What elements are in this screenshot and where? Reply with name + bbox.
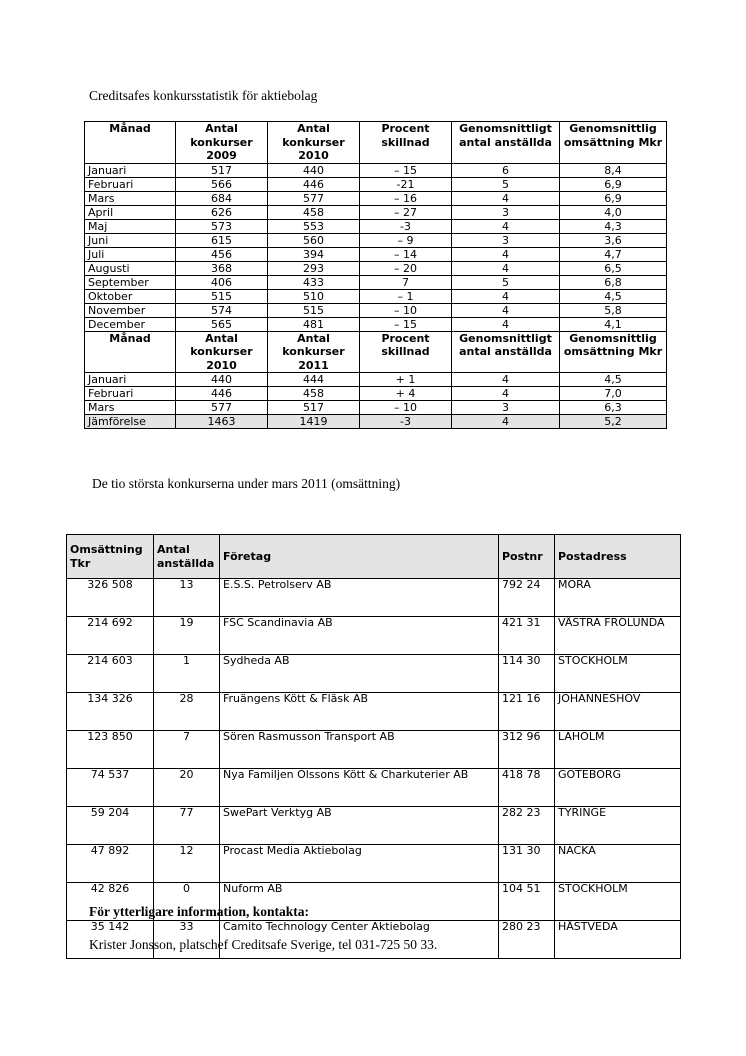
value-cell: 5,8 — [560, 303, 667, 317]
employees-cell: 20 — [154, 769, 220, 807]
value-cell: – 10 — [360, 401, 452, 415]
value-cell: 458 — [268, 387, 360, 401]
value-cell: + 4 — [360, 387, 452, 401]
value-cell: 4,1 — [560, 317, 667, 331]
value-cell: 560 — [268, 233, 360, 247]
value-cell: 4 — [452, 219, 560, 233]
value-cell: 4 — [452, 247, 560, 261]
value-cell: – 15 — [360, 163, 452, 177]
company-cell: Camito Technology Center Aktiebolag — [220, 921, 499, 959]
company-cell: Sören Rasmusson Transport AB — [220, 731, 499, 769]
column-header: Antal konkurser 2009 — [176, 122, 268, 164]
comparison-label: Jämförelse — [85, 415, 176, 429]
value-cell: – 16 — [360, 191, 452, 205]
comparison-value: 1419 — [268, 415, 360, 429]
value-cell: 4 — [452, 387, 560, 401]
table-header-row — [67, 535, 681, 579]
value-cell: 440 — [268, 163, 360, 177]
table-row — [67, 845, 681, 883]
table-row — [85, 191, 667, 205]
value-cell: 517 — [268, 401, 360, 415]
city-cell: MORA — [555, 579, 681, 617]
column-header: Postadress — [555, 535, 681, 579]
turnover-cell: 74 537 — [67, 769, 154, 807]
employees-cell: 19 — [154, 617, 220, 655]
turnover-cell: 59 204 — [67, 807, 154, 845]
turnover-cell: 134 326 — [67, 693, 154, 731]
value-cell: 515 — [268, 303, 360, 317]
month-cell: Juni — [85, 233, 176, 247]
table-row — [67, 693, 681, 731]
column-header: Antal konkurser 2011 — [268, 331, 360, 373]
turnover-cell: 123 850 — [67, 731, 154, 769]
postcode-cell: 104 51 — [499, 883, 555, 921]
comparison-value: 4 — [452, 415, 560, 429]
company-cell: Nuform AB — [220, 883, 499, 921]
contact-info: Krister Jonsson, platschef Creditsafe Sverige, tel 031-725 50 33. — [89, 937, 438, 952]
value-cell: 4 — [452, 261, 560, 275]
value-cell: 5 — [452, 275, 560, 289]
value-cell: 406 — [176, 275, 268, 289]
value-cell: 433 — [268, 275, 360, 289]
value-cell: 565 — [176, 317, 268, 331]
month-cell: Maj — [85, 219, 176, 233]
value-cell: 510 — [268, 289, 360, 303]
value-cell: 3,6 — [560, 233, 667, 247]
value-cell: 7 — [360, 275, 452, 289]
value-cell: – 9 — [360, 233, 452, 247]
month-cell: Januari — [85, 373, 176, 387]
table-row — [85, 317, 667, 331]
value-cell: 6,5 — [560, 261, 667, 275]
top10-bankruptcies-table — [66, 534, 681, 959]
table-row — [67, 769, 681, 807]
value-cell: 444 — [268, 373, 360, 387]
table-row — [85, 275, 667, 289]
value-cell: 7,0 — [560, 387, 667, 401]
column-header: Genomsnittligt antal anställda — [452, 331, 560, 373]
comparison-row — [85, 415, 667, 429]
employees-cell: 1 — [154, 655, 220, 693]
employees-cell: 12 — [154, 845, 220, 883]
column-header: Genomsnittlig omsättning Mkr — [560, 331, 667, 373]
value-cell: + 1 — [360, 373, 452, 387]
month-cell: Mars — [85, 191, 176, 205]
postcode-cell: 121 16 — [499, 693, 555, 731]
month-cell: Augusti — [85, 261, 176, 275]
table-row — [67, 579, 681, 617]
column-header: Företag — [220, 535, 499, 579]
column-header: Månad — [85, 122, 176, 164]
column-header: Månad — [85, 331, 176, 373]
employees-cell: 77 — [154, 807, 220, 845]
value-cell: – 27 — [360, 205, 452, 219]
turnover-cell: 214 692 — [67, 617, 154, 655]
value-cell: 456 — [176, 247, 268, 261]
table-row — [85, 205, 667, 219]
value-cell: 4,5 — [560, 373, 667, 387]
turnover-cell: 42 826 — [67, 883, 154, 921]
month-cell: November — [85, 303, 176, 317]
column-header: Antal konkurser 2010 — [176, 331, 268, 373]
employees-cell: 0 — [154, 883, 220, 921]
table-row — [67, 731, 681, 769]
table-row — [85, 233, 667, 247]
city-cell: TYRINGE — [555, 807, 681, 845]
value-cell: – 15 — [360, 317, 452, 331]
comparison-value: -3 — [360, 415, 452, 429]
value-cell: 8,4 — [560, 163, 667, 177]
company-cell: SwePart Verktyg AB — [220, 807, 499, 845]
postcode-cell: 312 96 — [499, 731, 555, 769]
value-cell: 6,9 — [560, 191, 667, 205]
month-cell: Februari — [85, 387, 176, 401]
company-cell: E.S.S. Petrolserv AB — [220, 579, 499, 617]
postcode-cell: 131 30 — [499, 845, 555, 883]
column-header: Postnr — [499, 535, 555, 579]
company-cell: Fruängens Kött & Fläsk AB — [220, 693, 499, 731]
month-cell: December — [85, 317, 176, 331]
month-cell: September — [85, 275, 176, 289]
value-cell: 4 — [452, 191, 560, 205]
value-cell: 394 — [268, 247, 360, 261]
stats-title: Creditsafes konkursstatistik för aktiebolag — [89, 88, 318, 103]
turnover-cell: 214 603 — [67, 655, 154, 693]
month-cell: Oktober — [85, 289, 176, 303]
turnover-cell: 35 142 — [67, 921, 154, 959]
company-cell: FSC Scandinavia AB — [220, 617, 499, 655]
value-cell: -3 — [360, 219, 452, 233]
table-row — [85, 289, 667, 303]
table-row — [85, 401, 667, 415]
table-row — [85, 219, 667, 233]
value-cell: 446 — [268, 177, 360, 191]
table-row — [85, 373, 667, 387]
month-cell: Mars — [85, 401, 176, 415]
employees-cell: 28 — [154, 693, 220, 731]
value-cell: 6,9 — [560, 177, 667, 191]
city-cell: JOHANNESHOV — [555, 693, 681, 731]
column-header: Procent skillnad — [360, 331, 452, 373]
value-cell: 481 — [268, 317, 360, 331]
company-cell: Procast Media Aktiebolag — [220, 845, 499, 883]
table-row — [67, 617, 681, 655]
table-header-row — [85, 331, 667, 373]
column-header: Procent skillnad — [360, 122, 452, 164]
month-cell: Juli — [85, 247, 176, 261]
value-cell: – 1 — [360, 289, 452, 303]
employees-cell: 13 — [154, 579, 220, 617]
value-cell: 4,7 — [560, 247, 667, 261]
value-cell: 440 — [176, 373, 268, 387]
postcode-cell: 418 78 — [499, 769, 555, 807]
column-header: Genomsnittlig omsättning Mkr — [560, 122, 667, 164]
value-cell: 574 — [176, 303, 268, 317]
value-cell: 515 — [176, 289, 268, 303]
value-cell: 3 — [452, 401, 560, 415]
value-cell: 4 — [452, 373, 560, 387]
value-cell: 446 — [176, 387, 268, 401]
table-row — [67, 655, 681, 693]
value-cell: – 10 — [360, 303, 452, 317]
company-cell: Nya Familjen Olssons Kött & Charkuterier AB — [220, 769, 499, 807]
city-cell: NACKA — [555, 845, 681, 883]
value-cell: 684 — [176, 191, 268, 205]
postcode-cell: 421 31 — [499, 617, 555, 655]
column-header: Antal konkurser 2010 — [268, 122, 360, 164]
value-cell: 368 — [176, 261, 268, 275]
table-row — [85, 303, 667, 317]
table-row — [85, 163, 667, 177]
company-cell: Sydheda AB — [220, 655, 499, 693]
value-cell: 5 — [452, 177, 560, 191]
value-cell: 458 — [268, 205, 360, 219]
value-cell: 566 — [176, 177, 268, 191]
table-row — [85, 247, 667, 261]
table-row — [85, 387, 667, 401]
contact-heading: För ytterligare information, kontakta: — [89, 904, 309, 919]
month-cell: April — [85, 205, 176, 219]
postcode-cell: 280 23 — [499, 921, 555, 959]
value-cell: 293 — [268, 261, 360, 275]
turnover-cell: 326 508 — [67, 579, 154, 617]
value-cell: 517 — [176, 163, 268, 177]
value-cell: – 14 — [360, 247, 452, 261]
value-cell: 6 — [452, 163, 560, 177]
value-cell: 6,3 — [560, 401, 667, 415]
value-cell: 577 — [176, 401, 268, 415]
value-cell: 6,8 — [560, 275, 667, 289]
value-cell: 553 — [268, 219, 360, 233]
comparison-value: 1463 — [176, 415, 268, 429]
table-row — [85, 177, 667, 191]
value-cell: -21 — [360, 177, 452, 191]
top10-title: De tio största konkurserna under mars 2011 (omsättning) — [92, 476, 401, 491]
city-cell: GÖTEBORG — [555, 769, 681, 807]
month-cell: Februari — [85, 177, 176, 191]
postcode-cell: 114 30 — [499, 655, 555, 693]
city-cell: STOCKHOLM — [555, 655, 681, 693]
month-cell: Januari — [85, 163, 176, 177]
postcode-cell: 282 23 — [499, 807, 555, 845]
column-header: Omsättning Tkr — [67, 535, 154, 579]
table-row — [67, 807, 681, 845]
value-cell: 577 — [268, 191, 360, 205]
value-cell: 4,0 — [560, 205, 667, 219]
value-cell: 3 — [452, 233, 560, 247]
bankruptcy-stats-table — [84, 121, 667, 429]
value-cell: 626 — [176, 205, 268, 219]
value-cell: 4 — [452, 303, 560, 317]
city-cell: STOCKHOLM — [555, 883, 681, 921]
city-cell: HÄSTVEDA — [555, 921, 681, 959]
turnover-cell: 47 892 — [67, 845, 154, 883]
value-cell: 4 — [452, 289, 560, 303]
column-header: Antal anställda — [154, 535, 220, 579]
value-cell: 4,3 — [560, 219, 667, 233]
comparison-value: 5,2 — [560, 415, 667, 429]
city-cell: LAHOLM — [555, 731, 681, 769]
employees-cell: 33 — [154, 921, 220, 959]
value-cell: 4,5 — [560, 289, 667, 303]
table-header-row — [85, 122, 667, 164]
value-cell: 573 — [176, 219, 268, 233]
table-row — [85, 261, 667, 275]
employees-cell: 7 — [154, 731, 220, 769]
value-cell: 3 — [452, 205, 560, 219]
value-cell: 4 — [452, 317, 560, 331]
postcode-cell: 792 24 — [499, 579, 555, 617]
city-cell: VÄSTRA FRÖLUNDA — [555, 617, 681, 655]
column-header: Genomsnittligt antal anställda — [452, 122, 560, 164]
value-cell: – 20 — [360, 261, 452, 275]
value-cell: 615 — [176, 233, 268, 247]
